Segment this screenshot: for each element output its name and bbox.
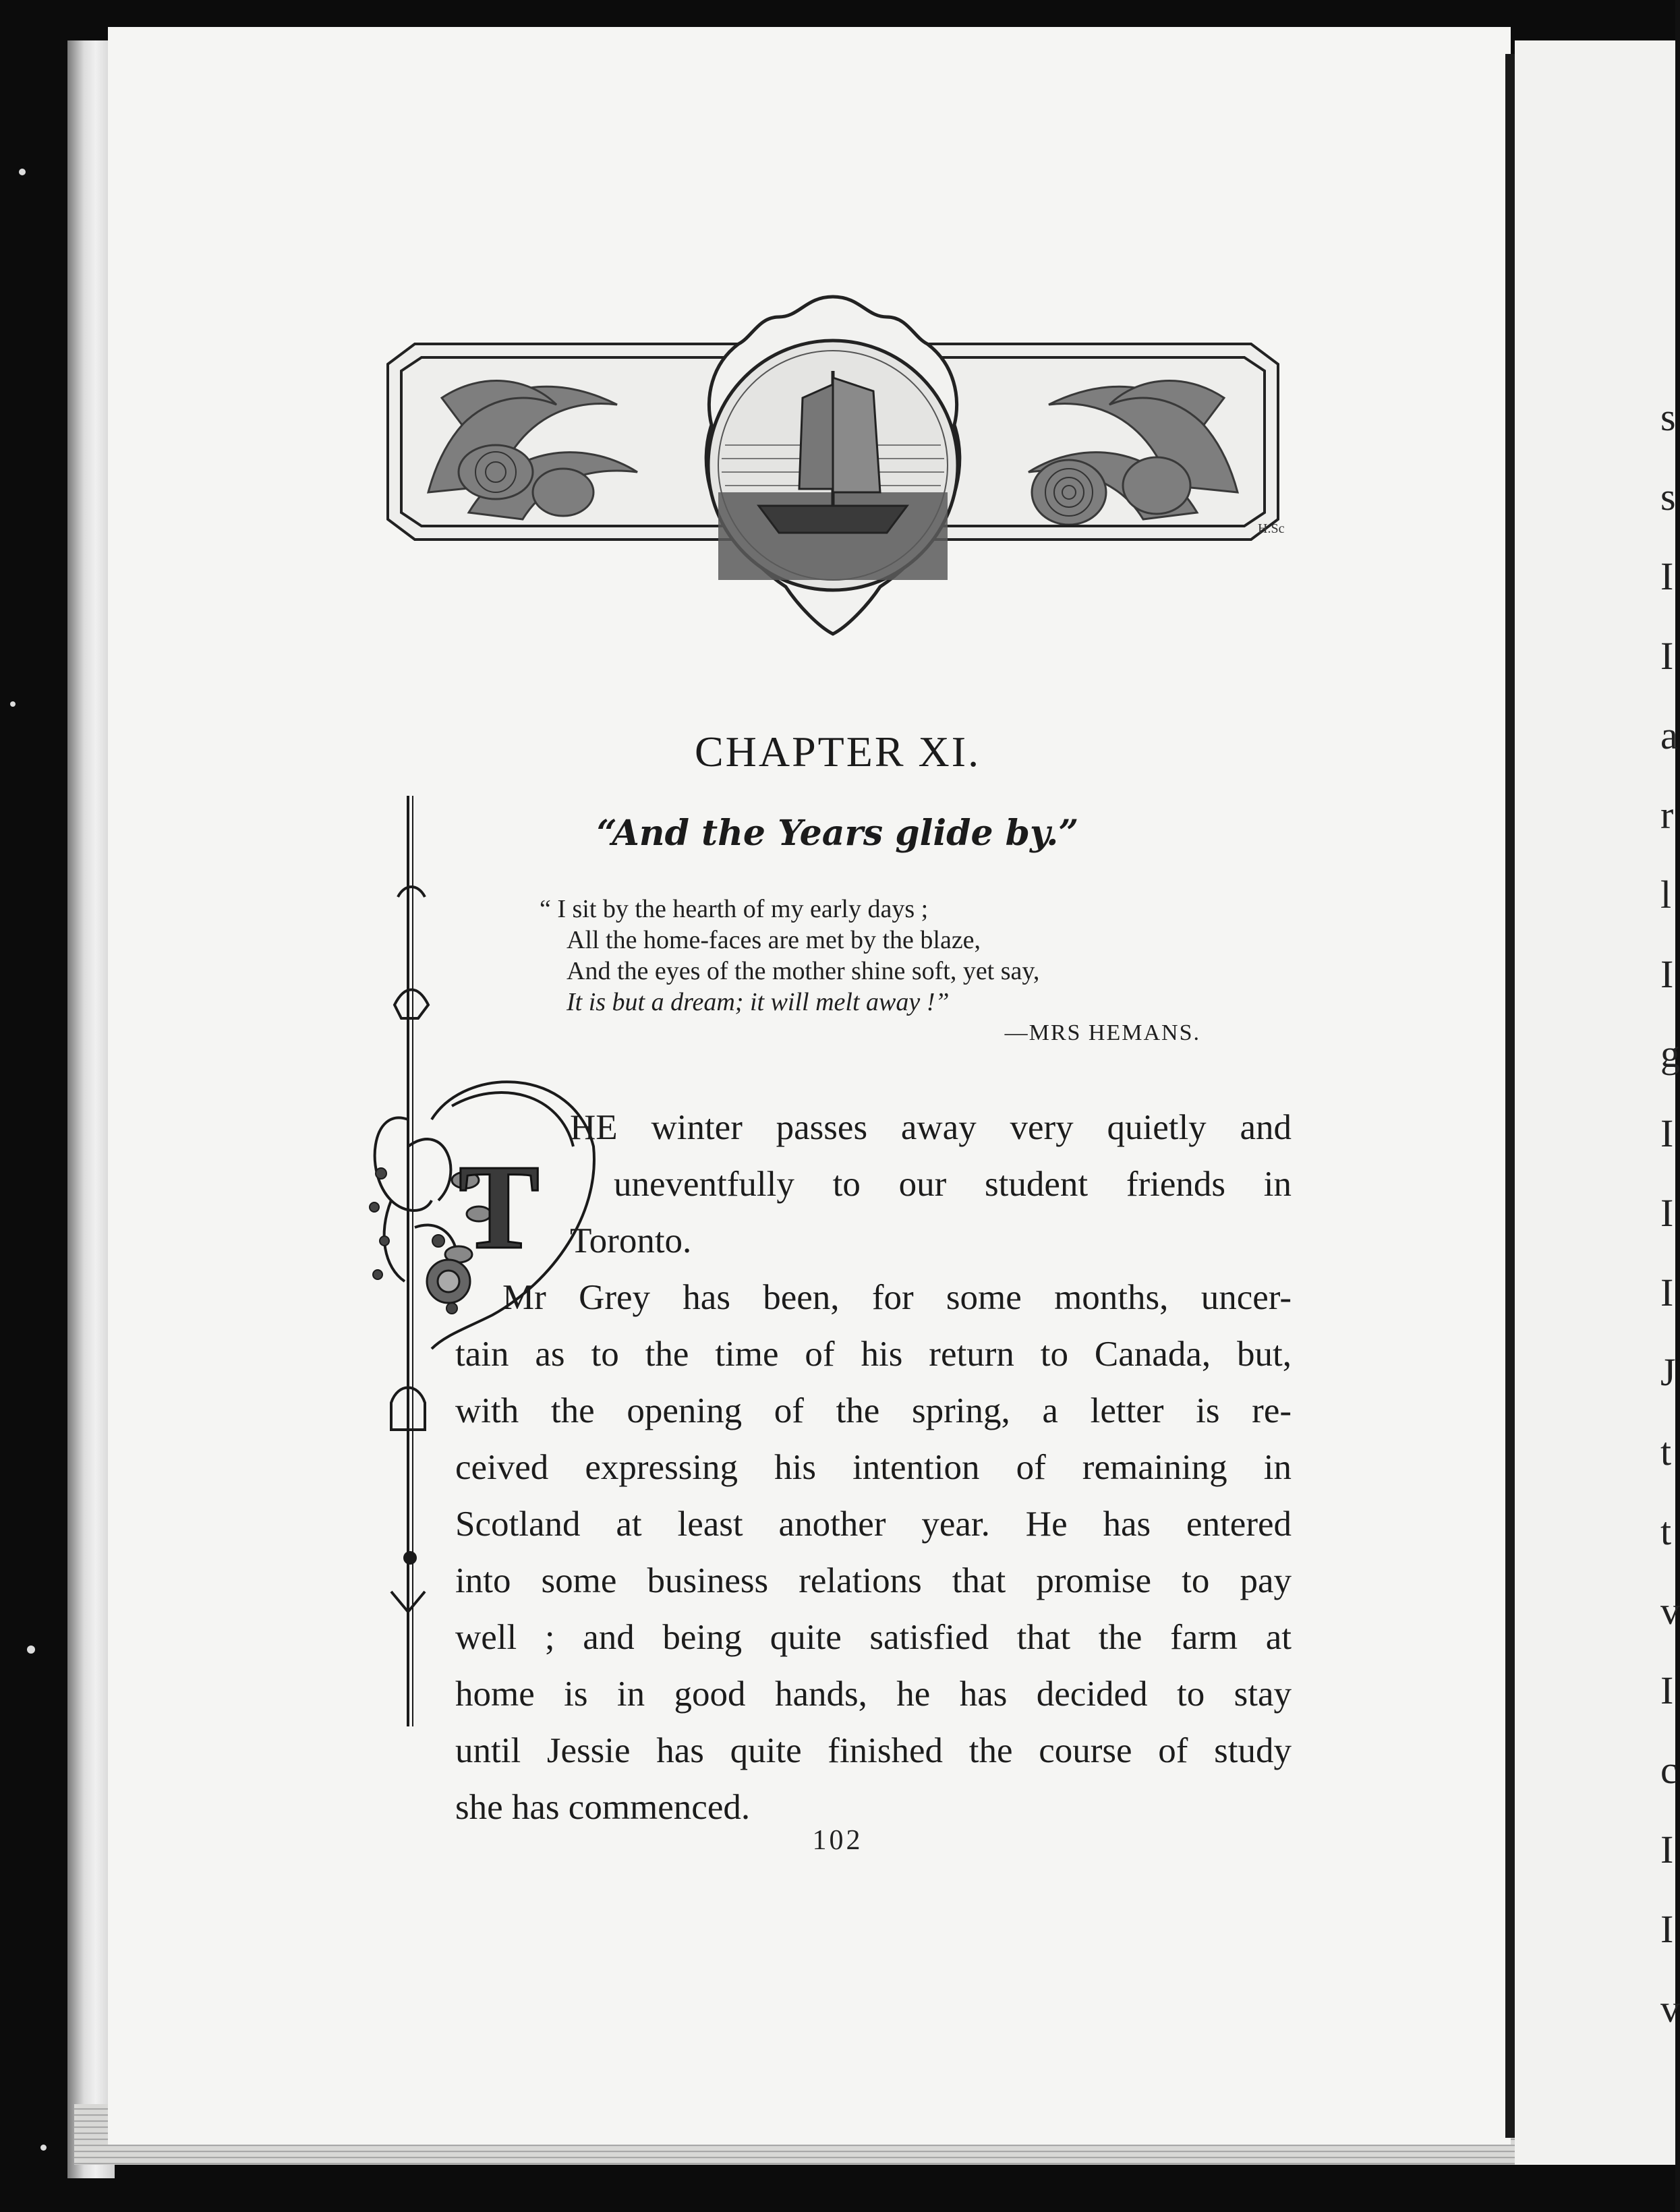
body-line: tain as to the time of his return to Canada, but, — [455, 1335, 1292, 1374]
body-line: Scotland at least another year. He has entered — [455, 1505, 1292, 1544]
page-number: 102 — [812, 1825, 863, 1856]
body-line: Mr Grey has been, for some months, uncer- — [502, 1278, 1292, 1317]
body-line: with the opening of the spring, a letter is re- — [455, 1391, 1292, 1430]
drop-cap-paragraph-lines — [570, 1099, 1292, 1269]
body-line: ceived expressing his intention of remaining in — [455, 1448, 1292, 1487]
dust-speck — [19, 169, 26, 175]
body-line: home is in good hands, he has decided to stay — [455, 1675, 1292, 1714]
engraver-mark: H.Sc — [1258, 521, 1285, 536]
body-line: HE winter passes away very quietly and — [570, 1108, 1292, 1147]
chapter-header-engraving — [361, 290, 1305, 641]
dust-speck — [10, 701, 16, 707]
epigraph-line: “ I sit by the hearth of my early days ; — [540, 895, 929, 923]
body-line: Toronto. — [570, 1221, 692, 1260]
adjacent-page-text-fragment: s s I I a r l I g I I I J t t v I c I I v — [1660, 395, 1680, 2031]
epigraph-line: It is but a dream; it will melt away !” — [567, 988, 950, 1016]
body-line: well ; and being quite satisfied that the farm at — [455, 1618, 1292, 1657]
body-line: she has commenced. — [455, 1788, 751, 1827]
second-paragraph — [455, 1269, 1292, 1836]
body-line: uneventfully to our student friends in — [614, 1165, 1292, 1204]
epigraph — [540, 894, 1214, 1049]
epigraph-line: All the home-faces are met by the blaze, — [567, 926, 981, 954]
body-line: until Jessie has quite finished the course of study — [455, 1731, 1292, 1770]
drop-cap-letter: T — [459, 1140, 540, 1274]
dust-speck — [27, 1646, 35, 1654]
chapter-subtitle: “And the Years glide by.” — [596, 813, 1079, 854]
dust-speck — [40, 2145, 47, 2151]
epigraph-line: And the eyes of the mother shine soft, yet say, — [567, 957, 1040, 985]
body-line: into some business relations that promise to pay — [455, 1561, 1292, 1600]
chapter-title: CHAPTER XI. — [694, 728, 981, 776]
epigraph-attribution: —MRS HEMANS. — [1004, 1020, 1200, 1045]
